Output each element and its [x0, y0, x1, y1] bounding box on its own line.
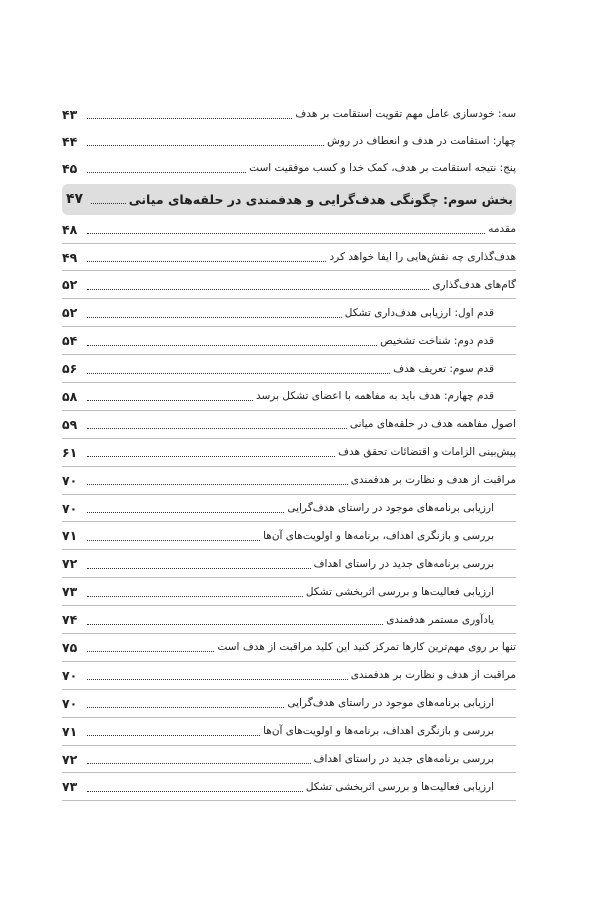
- toc-page-number: ۷۰: [62, 500, 78, 516]
- toc-entry-title: قدم اول: ارزیابی هدف‌داری تشکل: [344, 306, 494, 319]
- toc-entry-title: چهار: استقامت در هدف و انعطاف در روش: [327, 135, 516, 148]
- toc-page-number: ۵۲: [62, 277, 78, 293]
- toc-entry-title: ارزیابی برنامه‌های موجود در راستای هدف‌گرایی: [287, 502, 494, 515]
- toc-entry: [62, 522, 516, 550]
- toc-entry-title: قدم چهارم: هدف باید به مفاهمه با اعضای تشکل برسد: [255, 390, 494, 403]
- toc-section-heading: [62, 184, 516, 215]
- toc-page-number: ۴۴: [62, 133, 78, 149]
- toc-page-number: ۷۳: [62, 584, 78, 600]
- toc-entry: [62, 271, 516, 299]
- dot-leader: [87, 232, 485, 234]
- toc-page-number: ۷۰: [62, 695, 78, 711]
- toc-entry-title: ارزیابی فعالیت‌ها و بررسی اثربخشی تشکل: [305, 780, 494, 793]
- toc-entry-title: قدم سوم: تعریف هدف: [393, 362, 494, 375]
- toc-entry: [62, 690, 516, 718]
- toc-page-number: ۴۹: [62, 249, 78, 265]
- toc-entry-title: مراقبت از هدف و نظارت بر هدفمندی: [350, 669, 516, 682]
- toc-entry-title: پنج: نتیجه استقامت بر هدف، کمک خدا و کسب موفقیت است: [249, 162, 516, 175]
- toc-page-number: ۷۱: [62, 723, 78, 739]
- dot-leader: [87, 734, 260, 736]
- toc-page-number: ۴۷: [66, 191, 84, 208]
- dot-leader: [87, 260, 326, 262]
- toc-entry: [62, 155, 516, 182]
- toc-entry: [62, 746, 516, 774]
- toc-entry: [62, 495, 516, 523]
- toc-page-number: ۷۴: [62, 612, 78, 628]
- toc-entry: [62, 216, 516, 244]
- toc-entry: [62, 299, 516, 327]
- toc-entry-title: گام‌های هدف‌گذاری: [432, 278, 516, 291]
- toc-page-number: ۷۰: [62, 472, 78, 488]
- toc-page-number: ۵۸: [62, 388, 78, 404]
- dot-leader: [87, 762, 311, 764]
- dot-leader: [87, 171, 246, 173]
- dot-leader: [87, 399, 253, 401]
- dot-leader: [87, 623, 383, 625]
- dot-leader: [87, 678, 348, 680]
- toc-entry: [62, 244, 516, 272]
- toc-entry-title: ارزیابی فعالیت‌ها و بررسی اثربخشی تشکل: [305, 585, 494, 598]
- toc-entry-title: مراقبت از هدف و نظارت بر هدفمندی: [350, 474, 516, 487]
- dot-leader: [87, 790, 303, 792]
- toc-page-number: ۴۸: [62, 221, 78, 237]
- toc-entry-title: سه: خودسازی عامل مهم تقویت استقامت بر هدف: [295, 108, 516, 121]
- toc-entry-title: یادآوری مستمر هدفمندی: [386, 613, 494, 626]
- toc-page-number: ۴۵: [62, 160, 78, 176]
- dot-leader: [87, 372, 390, 374]
- dot-leader: [87, 117, 292, 119]
- dot-leader: [87, 706, 284, 708]
- dot-leader: [87, 288, 429, 290]
- toc-entry: [62, 578, 516, 606]
- dot-leader: [87, 567, 311, 569]
- toc-page-number: ۵۹: [62, 416, 78, 432]
- dot-leader: [87, 483, 348, 485]
- toc-entry: [62, 467, 516, 495]
- toc-entry-title: قدم دوم: شناخت تشخیص: [380, 334, 494, 347]
- dot-leader: [87, 650, 214, 652]
- toc-entry: [62, 662, 516, 690]
- toc-entry-title: اصول مفاهمه هدف در حلقه‌های میانی: [349, 418, 516, 431]
- toc-entry-title: بررسی برنامه‌های جدید در راستای اهداف: [313, 557, 494, 570]
- toc-entry: [62, 550, 516, 578]
- toc-entry: [62, 718, 516, 746]
- toc-entry: [62, 327, 516, 355]
- dot-leader: [87, 427, 347, 429]
- toc-page-number: ۷۰: [62, 667, 78, 683]
- toc-entry-title: بررسی و بازنگری اهداف، برنامه‌ها و اولویت‌های آن‌ها: [263, 529, 494, 542]
- dot-leader: [87, 511, 284, 513]
- toc-page-number: ۷۳: [62, 779, 78, 795]
- toc-entry: [62, 128, 516, 155]
- toc-entry-title: بررسی برنامه‌های جدید در راستای اهداف: [313, 753, 494, 766]
- dot-leader: [87, 344, 377, 346]
- toc-entry-title: بخش سوم: چگونگی هدف‌گرایی و هدفمندی در حلقه‌های میانی: [128, 191, 513, 207]
- table-of-contents: [62, 101, 516, 801]
- dot-leader: [87, 539, 260, 541]
- toc-entry: [62, 773, 516, 801]
- toc-entry: [62, 439, 516, 467]
- toc-entry: [62, 634, 516, 662]
- toc-entry: [62, 101, 516, 128]
- dot-leader: [87, 455, 335, 457]
- toc-entry-title: هدف‌گذاری چه نقش‌هایی را ایفا خواهد کرد: [329, 251, 516, 263]
- toc-entry: [62, 606, 516, 634]
- toc-page-number: ۵۴: [62, 333, 78, 349]
- toc-page-number: ۷۲: [62, 556, 78, 572]
- toc-entry-title: مقدمه: [488, 223, 516, 236]
- toc-page-number: ۷۱: [62, 528, 78, 544]
- toc-entry: [62, 411, 516, 439]
- toc-page-number: ۶۱: [62, 444, 78, 460]
- toc-page-number: ۵۶: [62, 361, 78, 377]
- dot-leader: [87, 144, 324, 146]
- toc-page-number: ۵۲: [62, 305, 78, 321]
- dot-leader: [87, 595, 303, 597]
- toc-entry-title: ارزیابی برنامه‌های موجود در راستای هدف‌گرایی: [287, 697, 494, 710]
- toc-page-number: ۴۳: [62, 106, 78, 122]
- dot-leader: [91, 202, 126, 204]
- toc-entry-title: بررسی و بازنگری اهداف، برنامه‌ها و اولویت‌های آن‌ها: [263, 725, 494, 738]
- toc-entry: [62, 355, 516, 383]
- toc-entry-title: تنها بر روی مهم‌ترین کارها تمرکز کنید این کلید مراقبت از هدف است: [217, 641, 516, 654]
- toc-page-number: ۷۲: [62, 751, 78, 767]
- toc-entry-title: پیش‌بینی الزامات و اقتضائات تحقق هدف: [338, 446, 516, 459]
- dot-leader: [87, 316, 342, 318]
- toc-page-number: ۷۵: [62, 639, 78, 655]
- toc-entry: [62, 383, 516, 411]
